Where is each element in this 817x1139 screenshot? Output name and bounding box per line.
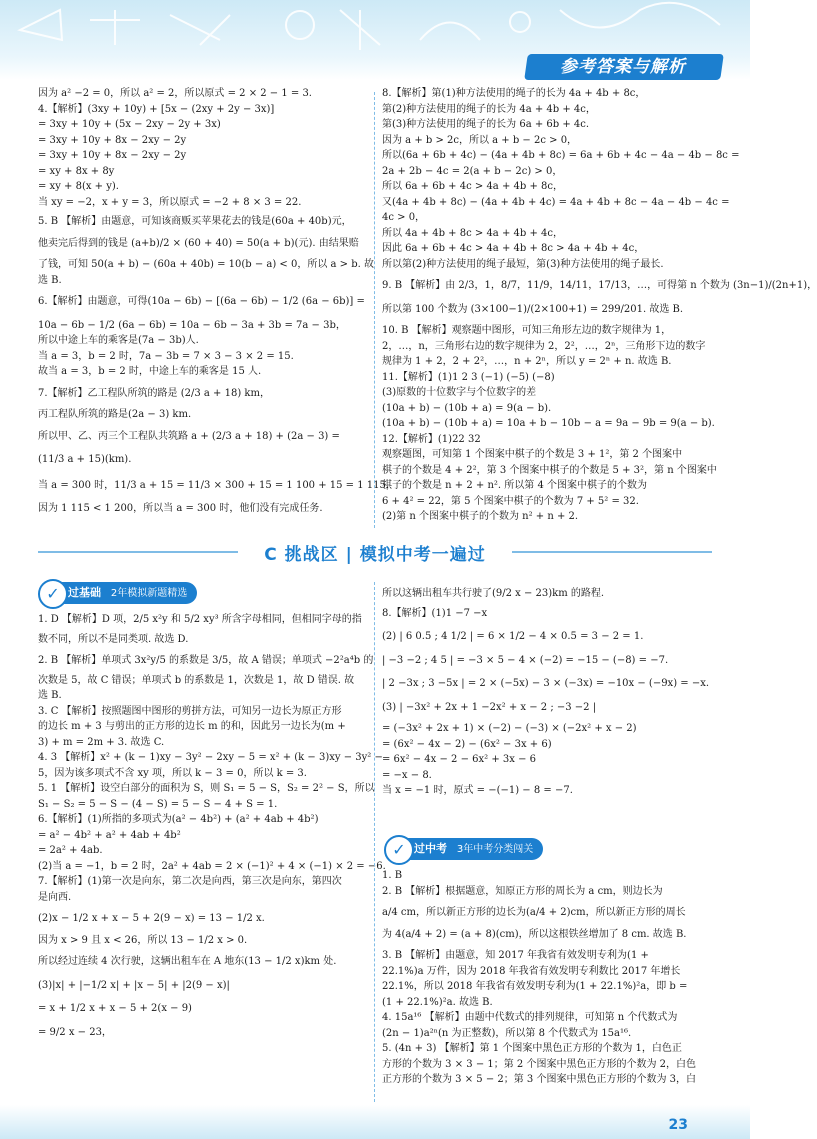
text-line: 因为 1 115 < 1 200，所以当 a = 300 时，他们没有完成任务. [38, 503, 323, 514]
text-line: 次数是 5，故 C 错误；单项式 b 的系数是 1，次数是 1，故 D 错误. 故 [38, 674, 355, 686]
text-line: 当 a = 3，b = 2 时，7a − 3b = 7 × 3 − 3 × 2 = 15. [38, 350, 294, 362]
text-line: 5. B 【解析】由题意，可知该商贩买苹果花去的钱是(60a + 40b)元， [38, 216, 352, 227]
text-line: 第(3)种方法使用的绳子的长为 6a + 6b + 4c. [382, 119, 590, 130]
text-line: 7.【解析】乙工程队所筑的路是 (2/3 a + 18) km， [38, 387, 270, 399]
text-line: = 3xy + 10y + 8x − 2xy − 2y [38, 134, 187, 146]
text-line: 当 xy = −2，x + y = 3，所以原式 = −2 + 8 × 3 = 22. [38, 196, 302, 208]
left-bottom-column [38, 612, 386, 1040]
text-line: 棋子的个数是 n + 2 + n². 所以第 4 个图案中棋子的个数为 [382, 480, 647, 491]
text-line: 22.1%)a 万件，因为 2018 年我省有效发明专利数比 2017 年增长 [382, 965, 681, 977]
right-top-column [382, 86, 817, 525]
text-line: 3. C 【解析】按照题图中图形的剪拼方法，可知另一边长为原正方形 [38, 705, 342, 717]
checkmark-icon: ✓ [384, 835, 414, 865]
text-line: = x + 1/2 x + x − 5 + 2(x − 9) [38, 1003, 192, 1014]
text-line: 4. 3 【解析】x² + (k − 1)xy − 3y² − 2xy − 5 = x² + (k − 3)xy − 3y² − [38, 752, 383, 763]
text-line: 5. 1 【解析】设空白部分的面积为 S，则 S₁ = 5 − S，S₂ = 2² − S，所以 [38, 783, 375, 794]
text-line: 3) + m = 2m + 3. 故选 C. [38, 736, 165, 748]
text-line: = (6x² − 4x − 2) − (6x² − 3x + 6) [382, 738, 552, 750]
text-line: (2)当 a = −1，b = 2 时，2a² + 4ab = 2 × (−1)² + 4 × (−1) × 2 = −6. [38, 860, 386, 872]
text-line: (3) | −3x² + 2x + 1 −2x² + x − 2 ; −3 −2 | [382, 701, 597, 713]
text-line: 7.【解析】(1)第一次是向东，第二次是向西，第三次是向东，第四次 [38, 876, 342, 887]
text-line: 11.【解析】(1)1 2 3 (−1) (−5) (−8) [382, 371, 555, 383]
text-line: (2)第 n 个图案中棋子的个数为 n² + n + 2. [382, 511, 579, 522]
text-line: = xy + 8x + 8y [38, 165, 115, 177]
text-line: (2) | 6 0.5 ; 4 1/2 | = 6 × 1/2 − 4 × 0.5 = 3 − 2 = 1. [382, 631, 644, 642]
text-line: 观察题图，可知第 1 个图案中棋子的个数是 3 + 1²，第 2 个图案中 [382, 449, 683, 460]
text-line: 所以 4a + 4b + 8c > 4a + 4b + 4c， [382, 227, 563, 239]
text-line: 选 B. [38, 274, 62, 286]
text-line: 6.【解析】(1)所指的多项式为(a² − 4b²) + (a² + 4ab + 4b²) [38, 814, 319, 825]
badge-sub: 3年中考分类闯关 [456, 844, 534, 855]
text-line: 规律为 1 + 2，2 + 2²，…，n + 2ⁿ，所以 y = 2ⁿ + n. 故选 B. [382, 356, 672, 367]
text-line: 8.【解析】(1)1 −7 −x [382, 607, 488, 619]
text-line: (2)x − 1/2 x + x − 5 + 2(9 − x) = 13 − 1/2 x. [38, 913, 265, 924]
text-line: | −3 −2 ; 4 5 | = −3 × 5 − 4 × (−2) = −15 − (−8) = −7. [382, 654, 669, 666]
text-line: a/4 cm，所以新正方形的边长为(a/4 + 2)cm，所以新正方形的周长 [382, 907, 686, 918]
text-line: 5. (4n + 3) 【解析】第 1 个图案中黑色正方形的个数为 1，白色正 [382, 1043, 682, 1054]
text-line: = 9/2 x − 23， [38, 1026, 112, 1038]
text-line: 因此 6a + 6b + 4c > 4a + 4b + 8c > 4a + 4b + 4c， [382, 243, 645, 254]
text-line: 当 x = −1 时，原式 = −(−1) − 8 = −7. [382, 785, 573, 796]
text-line: (10a + b) − (10b + a) = 10a + b − 10b − a = 9a − 9b = 9(a − b). [382, 418, 715, 429]
text-line: S₁ − S₂ = 5 − S − (4 − S) = 5 − S − 4 + S = 1. [38, 798, 278, 810]
text-line: = xy + 8(x + y). [38, 181, 119, 192]
badge-label: 过基础 [68, 586, 101, 599]
text-line: 选 B. [38, 690, 62, 701]
text-line: 1. B [382, 870, 403, 881]
text-line: 故当 a = 3，b = 2 时，中途上车的乘客是 15 人. [38, 366, 262, 377]
badge-right [386, 838, 543, 860]
text-line: 是向西. [38, 891, 72, 903]
page-header-title: 参考答案与解析 [560, 57, 686, 77]
text-line: | 2 −3x ; 3 −5x | = 2 × (−5x) − 3 × (−3x) = −10x − (−9x) = −x. [382, 678, 710, 689]
text-line: 的边长 m + 3 与剪出的正方形的边长 m 的和，因此另一边长为(m + [38, 721, 346, 732]
text-line: 10. B 【解析】观察题中图形，可知三角形左边的数字规律为 1， [382, 325, 672, 336]
text-line: 棋子的个数是 4 + 2²，第 3 个图案中棋子的个数是 5 + 3²，第 n 个图案中 [382, 464, 717, 476]
text-line: 所以第(2)种方法使用的绳子最短，第(3)种方法使用的绳子最长. [382, 258, 664, 270]
left-top-column [38, 86, 396, 517]
text-line: = 3xy + 10y + 8x − 2xy − 2y [38, 150, 187, 161]
text-line: 因为 a + b > 2c，所以 a + b − 2c > 0， [382, 134, 578, 146]
text-line: 2. B 【解析】单项式 3x²y/5 的系数是 3/5，故 A 错误；单项式 −2²a⁴b 的 [38, 655, 374, 666]
text-line: (3)|x| + |−1/2 x| + |x − 5| + |2(9 − x)| [38, 979, 230, 991]
text-line: 因为 x > 9 且 x < 26，所以 13 − 1/2 x > 0. [38, 934, 248, 946]
text-line: (3)原数的十位数字与个位数字的差 [382, 387, 537, 398]
badge-sub: 2年模拟新题精选 [110, 588, 188, 599]
text-line: 10a − 6b − 1/2 (6a − 6b) = 10a − 6b − 3a + 3b = 7a − 3b， [38, 319, 346, 331]
text-line: 4.【解析】(3xy + 10y) + [5x − (2xy + 2y − 3x)] [38, 103, 275, 115]
text-line: 了钱，可知 50(a + b) − (60a + 40b) = 10(b − a) < 0，所以 a > b. 故 [38, 259, 374, 270]
text-line: 方形的个数为 3 × 3 − 1；第 2 个图案中黑色正方形的个数为 2，白色 [382, 1058, 696, 1070]
text-line: = 6x² − 4x − 2 − 6x² + 3x − 6 [382, 754, 536, 765]
text-line: 所以(6a + 6b + 4c) − (4a + 4b + 8c) = 6a + 6b + 4c − 4a − 4b − 8c = [382, 150, 740, 161]
text-line: 9. B 【解析】由 2/3，1，8/7，11/9，14/11，17/13，…，可得第 n 个数为 (3n−1)/(2n+1)， [382, 280, 817, 291]
page-number: 23 [668, 1117, 688, 1133]
text-line: = a² − 4b² + a² + 4ab + 4b² [38, 829, 181, 841]
text-line: 他卖完后得到的钱是 (a+b)/2 × (60 + 40) = 50(a + b)(元). 由结果赔 [38, 237, 359, 249]
text-line: 因为 a² −2 = 0，所以 a² = 2，所以原式 = 2 × 2 − 1 = 3. [38, 88, 312, 99]
text-line: 8.【解析】第(1)种方法使用的绳子的长为 4a + 4b + 8c， [382, 88, 646, 99]
text-line: 所以经过连续 4 次行驶，这辆出租车在 A 地东(13 − 1/2 x)km 处. [38, 956, 337, 967]
text-line: 所以第 100 个数为 (3×100−1)/(2×100+1) = 299/201. 故选 B. [382, 303, 684, 315]
text-line: (11/3 a + 15)(km). [38, 454, 132, 465]
text-line: 当 a = 300 时，11/3 a + 15 = 11/3 × 300 + 15 = 1 100 + 15 = 1 115， [38, 479, 396, 491]
text-line: 丙工程队所筑的路是(2a − 3) km. [38, 409, 192, 420]
text-line: 2a + 2b − 4c = 2(a + b − 2c) > 0， [382, 165, 563, 177]
section-title: C 挑战区 | 模拟中考一遍过 [264, 545, 486, 565]
text-line: 22.1%，所以 2018 年我省有效发明专利为(1 + 22.1%)²a，即 b = [382, 981, 688, 992]
text-line: 所以甲、乙、丙三个工程队共筑路 a + (2/3 a + 18) + (2a − 3) = [38, 430, 340, 442]
text-line: = (−3x² + 2x + 1) × (−2) − (−3) × (−2x² + x − 2) [382, 723, 637, 734]
badge-left [40, 582, 197, 604]
text-line: 5，因为该多项式不含 xy 项，所以 k − 3 = 0，所以 k = 3. [38, 767, 307, 779]
text-line: (1 + 22.1%)²a. 故选 B. [382, 996, 493, 1008]
right-bottom-column-lower [382, 868, 722, 1088]
text-line: 12.【解析】(1)22 32 [382, 433, 481, 445]
text-line: 正方形的个数为 3 × 5 − 2；第 3 个图案中黑色正方形的个数为 3，白 [382, 1074, 696, 1085]
text-line: (10a + b) − (10b + a) = 9(a − b). [382, 402, 552, 414]
text-line: 3. B 【解析】由题意，知 2017 年我省有效发明专利为(1 + [382, 950, 649, 961]
text-line: 第(2)种方法使用的绳子的长为 4a + 4b + 4c， [382, 103, 596, 115]
text-line: 6 + 4² = 22，第 5 个图案中棋子的个数为 7 + 5² = 32. [382, 495, 639, 507]
text-line: = 2a² + 4ab. [38, 845, 103, 856]
text-line: = −x − 8. [382, 769, 432, 781]
text-line: 所以 6a + 6b + 4c > 4a + 4b + 8c， [382, 181, 563, 192]
text-line: 2. B 【解析】根据题意，知原正方形的周长为 a cm，则边长为 [382, 885, 663, 897]
text-line: 2，…，n，三角形右边的数字规律为 2，2²，…，2ⁿ，三角形下边的数字 [382, 340, 706, 352]
text-line: 为 4(a/4 + 2) = (a + 8)(cm)，所以这根铁丝增加了 8 cm. 故选 B. [382, 928, 687, 940]
checkmark-icon: ✓ [38, 579, 68, 609]
footer-band [0, 1105, 750, 1139]
text-line: 1. D 【解析】D 项，2/5 x²y 和 5/2 xy³ 所含字母相同，但相同字母的指 [38, 614, 362, 625]
right-bottom-column-upper [382, 586, 722, 799]
text-line: 所以这辆出租车共行驶了(9/2 x − 23)km 的路程. [382, 588, 605, 599]
column-divider [374, 582, 375, 1102]
badge-label: 过中考 [414, 842, 447, 855]
text-line: 4c > 0， [382, 212, 426, 223]
text-line: 所以中途上车的乘客是(7a − 3b)人. [38, 335, 199, 346]
column-divider [374, 92, 375, 528]
text-line: 4. 15a¹⁶ 【解析】由题中代数式的排列规律，可知第 n 个代数式为 [382, 1012, 678, 1023]
text-line: 又(4a + 4b + 8c) − (4a + 4b + 4c) = 4a + 4b + 8c − 4a − 4b − 4c = [382, 196, 730, 208]
text-line: 数不同，所以不是同类项. 故选 D. [38, 633, 189, 645]
text-line: = 3xy + 10y + (5x − 2xy − 2y + 3x) [38, 119, 221, 130]
text-line: 6.【解析】由题意，可得(10a − 6b) − [(6a − 6b) − 1/2 (6a − 6b)] = [38, 296, 365, 307]
text-line: (2n − 1)a²ⁿ(n 为正整数)，所以第 8 个代数式为 15a¹⁶. [382, 1027, 632, 1039]
